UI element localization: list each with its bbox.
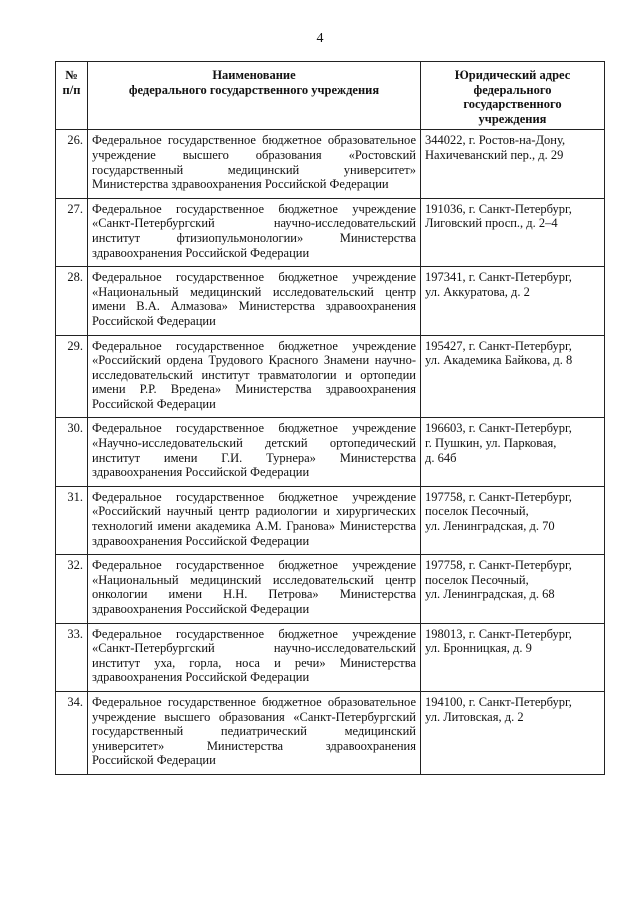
row-number: 28. (56, 267, 88, 335)
legal-address (421, 130, 605, 198)
institution-name-line: онкологии имени Н.Н. Петрова» Министерства (92, 587, 416, 602)
legal-address (421, 623, 605, 691)
legal-address (421, 418, 605, 486)
institution-name-line: «Санкт-Петербургский научно-исследовательский (92, 216, 416, 231)
institution-name-line: учреждение высшего образования «Санкт-Петербургский (92, 709, 416, 724)
header-number-line: № (65, 68, 78, 82)
institution-name-line: «Национальный медицинский исследовательский центр (92, 284, 416, 299)
header-address-line: Юридический адрес (454, 68, 571, 82)
institution-name-line: учреждение высшего образования «Ростовский (92, 147, 416, 162)
institution-name-line: Российской Федерации (92, 753, 216, 768)
row-number: 29. (56, 335, 88, 418)
header-name-line: федерального государственного учреждения (128, 82, 380, 97)
institution-name-line: технологий имени академика А.М. Гранова» Министерства (92, 519, 416, 534)
institution-name-line: «Санкт-Петербургский научно-исследовательский (92, 641, 416, 656)
institutions-table (55, 61, 605, 775)
legal-address-line: 197341, г. Санкт-Петербург, (425, 270, 572, 285)
institution-name-line: Федеральное государственное бюджетное учреждение (92, 270, 416, 285)
legal-address-line: ул. Академика Байкова, д. 8 (425, 353, 573, 368)
table-row (56, 267, 605, 335)
institution-name-line: Федеральное государственное бюджетное учреждение (92, 201, 416, 216)
page-number: 4 (316, 31, 324, 46)
table-row (56, 198, 605, 266)
legal-address-line: 191036, г. Санкт-Петербург, (425, 201, 572, 216)
header-name (88, 62, 421, 130)
row-number: 34. (56, 691, 88, 774)
institution-name-line: Российской Федерации (92, 313, 216, 328)
table-row (56, 418, 605, 486)
table-row (56, 130, 605, 198)
institution-name-line: «Российский ордена Трудового Красного Знамени научно- (92, 353, 416, 368)
row-number: 30. (56, 418, 88, 486)
institution-name-line: здравоохранения Российской Федерации (92, 245, 310, 260)
legal-address-line: ул. Бронницкая, д. 9 (425, 641, 532, 656)
institution-name-line: Федеральное государственное бюджетное учреждение (92, 626, 416, 641)
row-number: 31. (56, 486, 88, 554)
row-number: 32. (56, 555, 88, 623)
institution-name-line: имени В.А. Алмазова» Министерства здравоохранения (92, 299, 416, 314)
table-row (56, 486, 605, 554)
institution-name-line: Федеральное государственное бюджетное учреждение (92, 421, 416, 436)
institution-name-line: Министерства здравоохранения Российской Федерации (92, 177, 389, 192)
institution-name-line: «Национальный медицинский исследовательский центр (92, 572, 416, 587)
row-number: 33. (56, 623, 88, 691)
legal-address-line: д. 64б (425, 450, 457, 465)
institution-name (88, 486, 421, 554)
legal-address-line: 198013, г. Санкт-Петербург, (425, 626, 572, 641)
institution-name (88, 335, 421, 418)
institution-name (88, 198, 421, 266)
institution-name-line: здравоохранения Российской Федерации (92, 670, 310, 685)
header-number (56, 62, 88, 130)
header-name-line: Наименование (212, 68, 296, 82)
table-row (56, 623, 605, 691)
institution-name (88, 691, 421, 774)
table-row (56, 335, 605, 418)
institution-name-line: институт уха, горла, носа и речи» Министерства (92, 655, 416, 670)
header-address (421, 62, 605, 130)
legal-address-line: 196603, г. Санкт-Петербург, (425, 421, 572, 436)
legal-address-line: поселок Песочный, (425, 504, 529, 519)
legal-address-line: Лиговский просп., д. 2–4 (425, 216, 558, 231)
header-address-line: федерального (473, 82, 552, 97)
legal-address-line: Нахичеванский пер., д. 29 (425, 147, 564, 162)
institution-name (88, 130, 421, 198)
institution-name (88, 418, 421, 486)
header-number-line: п/п (62, 82, 81, 97)
institution-name-line: имени Р.Р. Вредена» Министерства здравоохранения (92, 382, 416, 397)
legal-address-line: 194100, г. Санкт-Петербург, (425, 694, 572, 709)
institution-name-line: Федеральное государственное бюджетное учреждение (92, 489, 416, 504)
institution-name-line: здравоохранения Российской Федерации (92, 533, 310, 548)
institution-name-line: Федеральное государственное бюджетное образовательное (92, 133, 416, 148)
legal-address-line: г. Пушкин, ул. Парковая, (425, 436, 557, 451)
row-number: 26. (56, 130, 88, 198)
row-number: 27. (56, 198, 88, 266)
legal-address (421, 335, 605, 418)
institution-name-line: институт имени Г.И. Турнера» Министерства (92, 450, 416, 465)
header-address-line: государственного (463, 97, 562, 112)
institution-name-line: институт фтизиопульмонологии» Министерства (92, 230, 416, 245)
legal-address (421, 691, 605, 774)
institution-name-line: государственный медицинский университет» (92, 162, 416, 177)
institution-name (88, 267, 421, 335)
legal-address-line: ул. Ленинградская, д. 70 (425, 519, 555, 534)
legal-address (421, 198, 605, 266)
institution-name-line: Федеральное государственное бюджетное образовательное (92, 694, 416, 709)
legal-address (421, 486, 605, 554)
institution-name-line: государственный педиатрический медицинский (92, 724, 416, 739)
legal-address-line: поселок Песочный, (425, 572, 529, 587)
legal-address (421, 267, 605, 335)
legal-address-line: ул. Аккуратова, д. 2 (425, 284, 530, 299)
legal-address-line: ул. Ленинградская, д. 68 (425, 587, 555, 602)
institution-name-line: «Российский научный центр радиологии и хирургических (92, 504, 416, 519)
institution-name (88, 555, 421, 623)
header-address-line: учреждения (478, 111, 547, 126)
institution-name-line: здравоохранения Российской Федерации (92, 465, 310, 480)
institution-name-line: Федеральное государственное бюджетное учреждение (92, 558, 416, 573)
institution-name-line: здравоохранения Российской Федерации (92, 602, 310, 616)
legal-address (421, 555, 605, 623)
institution-name (88, 623, 421, 691)
table-row (56, 555, 605, 623)
legal-address-line: ул. Литовская, д. 2 (425, 709, 524, 724)
legal-address-line: 344022, г. Ростов-на-Дону, (425, 133, 566, 148)
legal-address-line: 197758, г. Санкт-Петербург, (425, 489, 572, 504)
legal-address-line: 197758, г. Санкт-Петербург, (425, 558, 572, 573)
legal-address-line: 195427, г. Санкт-Петербург, (425, 338, 572, 353)
institution-name-line: Федеральное государственное бюджетное учреждение (92, 338, 416, 353)
table-row (56, 691, 605, 774)
institution-name-line: Российской Федерации (92, 396, 216, 411)
table-header-row (56, 62, 605, 130)
institution-name-line: исследовательский институт травматологии и ортопедии (92, 367, 416, 382)
institution-name-line: «Научно-исследовательский детский ортопедический (92, 436, 416, 451)
institution-name-line: университет» Министерства здравоохранения (92, 738, 416, 753)
